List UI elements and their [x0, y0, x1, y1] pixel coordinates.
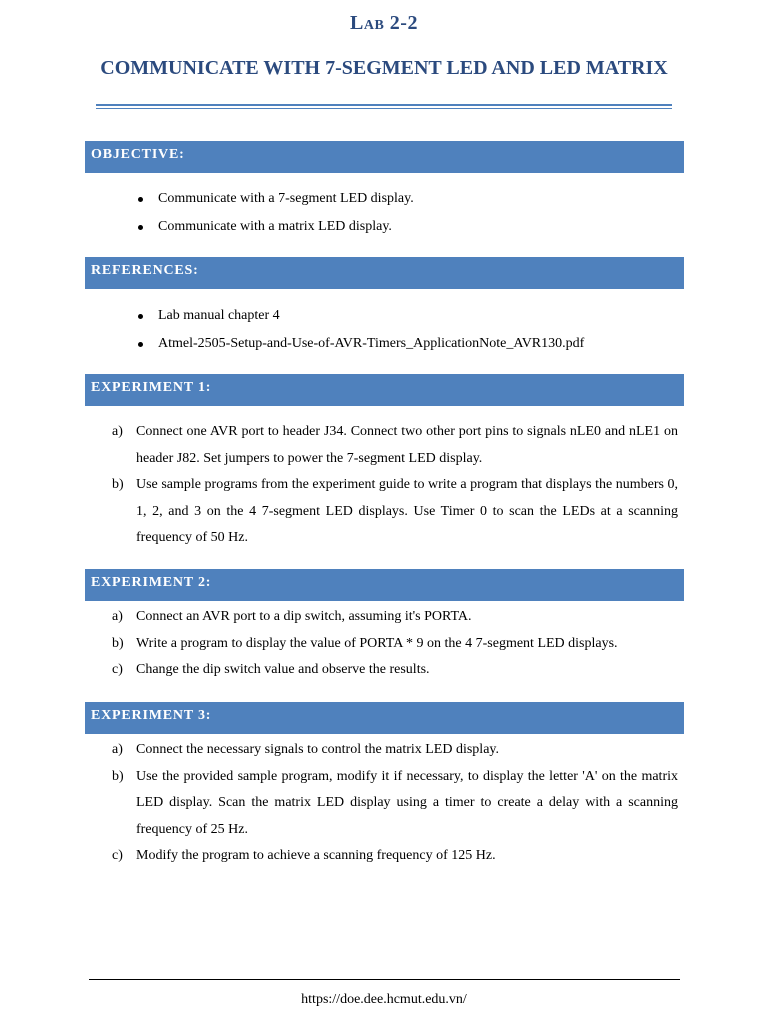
list-item-text: Lab manual chapter 4 — [158, 308, 280, 323]
list-item-text: Communicate with a 7-segment LED display. — [158, 191, 414, 206]
list-item-text: Connect an AVR port to a dip switch, assuming it's PORTA. — [136, 609, 472, 624]
list-item — [0, 631, 678, 658]
experiment-2-list — [0, 604, 768, 684]
experiment-1-list — [0, 419, 768, 552]
list-marker: c) — [112, 662, 123, 677]
page-title: COMMUNICATE WITH 7-SEGMENT LED AND LED MATRIX — [100, 57, 668, 79]
list-item — [0, 213, 768, 241]
list-item-text: Use the provided sample program, modify it if necessary, to display the letter 'A' on the matrix LED display. Scan the matrix LED display using a timer to create a delay with a scanning frequency of 25 Hz. — [136, 768, 678, 837]
list-item — [0, 604, 678, 631]
list-marker: b) — [112, 768, 124, 784]
list-marker: a) — [112, 742, 123, 757]
list-item — [0, 302, 768, 330]
list-item — [0, 419, 678, 472]
list-marker: b) — [112, 635, 124, 651]
list-item-text: Use sample programs from the experiment guide to write a program that displays the numbers 0, 1, 2, and 3 on the 4 7-segment LED displays. Use Timer 0 to scan the LEDs at a scanning frequency of 50 Hz. — [136, 477, 678, 545]
list-item — [0, 843, 678, 870]
footer-url: https://doe.dee.hcmut.edu.vn/ — [301, 992, 467, 1007]
title-divider-thin — [96, 108, 672, 109]
title-divider — [96, 104, 672, 106]
bullet-icon — [138, 314, 143, 319]
list-marker: b) — [112, 477, 124, 492]
list-item — [0, 330, 768, 358]
list-item — [0, 657, 678, 684]
list-item — [0, 472, 678, 552]
section-heading-references: REFERENCES: — [85, 257, 684, 289]
list-item-text: Communicate with a matrix LED display. — [158, 219, 392, 234]
footer-divider — [89, 979, 680, 980]
list-item-text: Atmel-2505-Setup-and-Use-of-AVR-Timers_ApplicationNote_AVR130.pdf — [158, 336, 585, 351]
list-item — [0, 737, 678, 764]
objective-list — [0, 185, 768, 241]
lab-title: Lab 2-2 — [350, 12, 418, 34]
experiment-3-list — [0, 737, 768, 870]
list-marker: c) — [112, 848, 123, 863]
list-item-text: Change the dip switch value and observe the results. — [136, 662, 430, 677]
section-heading-objective: OBJECTIVE: — [85, 141, 684, 173]
list-marker: a) — [112, 424, 123, 439]
list-marker: a) — [112, 609, 123, 624]
list-item-text: Write a program to display the value of PORTA * 9 on the 4 7-segment LED displays. — [136, 635, 618, 651]
bullet-icon — [138, 342, 143, 347]
bullet-icon — [138, 225, 143, 230]
list-item-text: Modify the program to achieve a scanning frequency of 125 Hz. — [136, 848, 496, 863]
list-item — [0, 185, 768, 213]
list-item-text: Connect one AVR port to header J34. Connect two other port pins to signals nLE0 and nLE1 on header J82. Set jumpers to power the 7-segment LED display. — [136, 424, 678, 466]
bullet-icon — [138, 197, 143, 202]
list-item — [0, 764, 678, 844]
section-heading-experiment-2: EXPERIMENT 2: — [85, 569, 684, 601]
section-heading-experiment-1: EXPERIMENT 1: — [85, 374, 684, 406]
list-item-text: Connect the necessary signals to control the matrix LED display. — [136, 742, 500, 757]
section-heading-experiment-3: EXPERIMENT 3: — [85, 702, 684, 734]
references-list — [0, 302, 768, 358]
